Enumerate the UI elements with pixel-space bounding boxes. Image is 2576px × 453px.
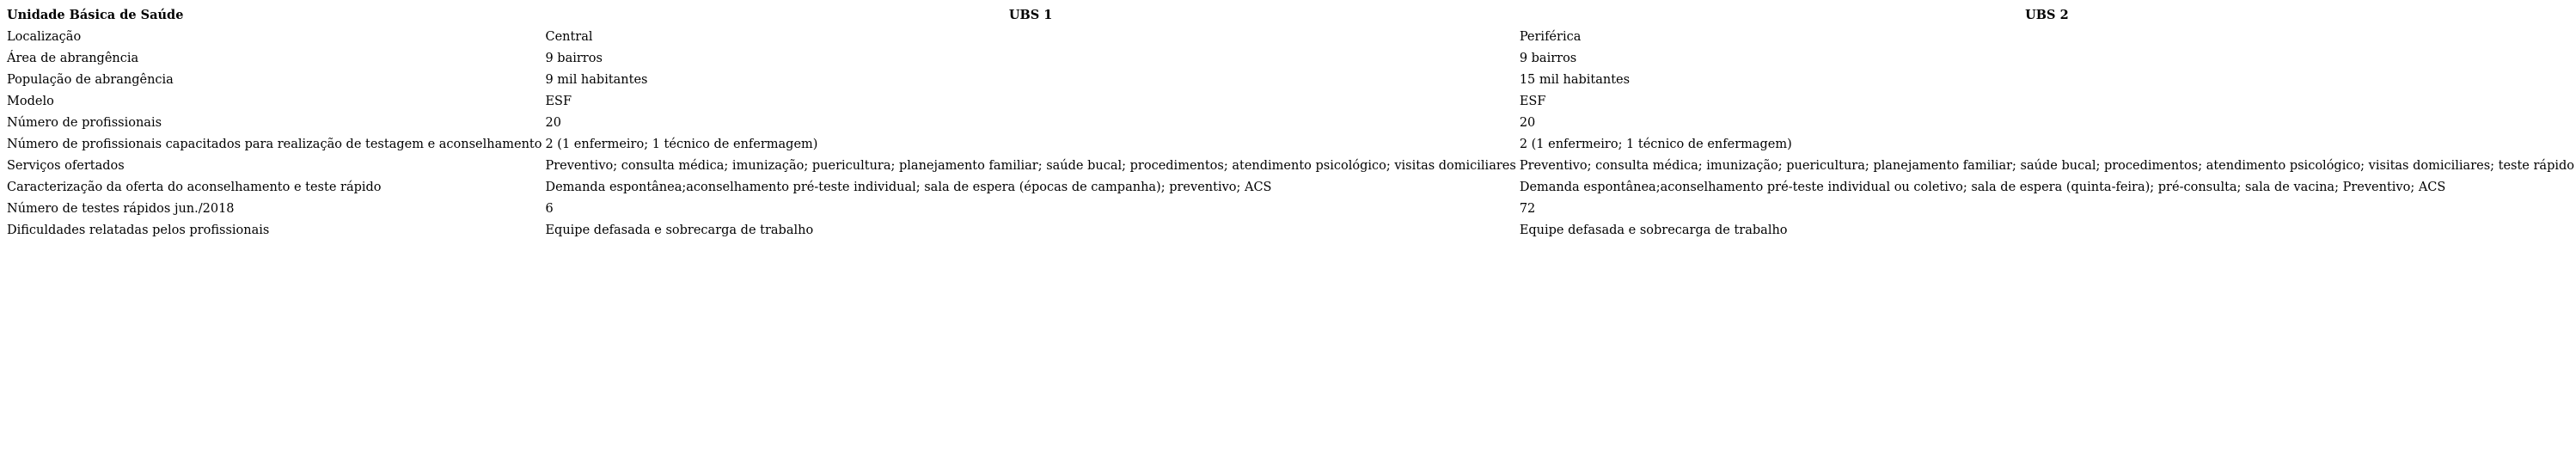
table-row <box>5 220 2576 242</box>
table-row <box>5 199 2576 220</box>
table-row <box>5 91 2576 113</box>
row-label: Localização <box>7 30 82 44</box>
header-ubs-2: UBS 2 <box>2025 8 2069 22</box>
row-label: Caracterização da oferta do aconselhamento e teste rápido <box>7 181 382 194</box>
table-row <box>5 113 2576 134</box>
table-row <box>5 70 2576 91</box>
table-header-row <box>5 5 2576 27</box>
ubs-1-cell: Central <box>545 30 593 44</box>
row-label: Número de testes rápidos jun./2018 <box>7 202 235 216</box>
row-label: Modelo <box>7 95 54 108</box>
header-ubs-1: UBS 1 <box>1008 8 1053 22</box>
row-label: População de abrangência <box>7 73 174 87</box>
row-label: Serviços ofertados <box>7 159 125 173</box>
table-row <box>5 27 2576 48</box>
table-row <box>5 177 2576 199</box>
ubs-2-cell: ESF <box>1519 95 1546 108</box>
row-label: Número de profissionais <box>7 116 162 130</box>
ubs-1-cell: 2 (1 enfermeiro; 1 técnico de enfermagem) <box>545 138 818 151</box>
ubs-2-cell: Demanda espontânea;aconselhamento pré-teste individual ou coletivo; sala de espera (quinta-feira); pré-consulta; sala de vacina; Preventivo; ACS <box>1519 181 2446 194</box>
ubs-2-cell: 9 bairros <box>1519 52 1577 65</box>
ubs-comparison-table <box>5 5 2576 242</box>
ubs-2-cell: 72 <box>1519 202 1536 216</box>
ubs-1-cell: 6 <box>545 202 554 216</box>
table-row <box>5 156 2576 177</box>
ubs-1-cell: Preventivo; consulta médica; imunização; puericultura; planejamento familiar; saúde bucal; procedimentos; atendimento psicológico; visitas domiciliares <box>545 159 1516 173</box>
row-label: Área de abrangência <box>7 52 139 65</box>
ubs-1-cell: Equipe defasada e sobrecarga de trabalho <box>545 223 814 237</box>
row-label: Número de profissionais capacitados para realização de testagem e aconselhamento <box>7 138 542 151</box>
table-row <box>5 48 2576 70</box>
ubs-1-cell: Demanda espontânea;aconselhamento pré-teste individual; sala de espera (épocas de campanha); preventivo; ACS <box>545 181 1272 194</box>
ubs-2-cell: 2 (1 enfermeiro; 1 técnico de enfermagem) <box>1519 138 1792 151</box>
ubs-2-cell: Equipe defasada e sobrecarga de trabalho <box>1519 223 1788 237</box>
header-unit-label: Unidade Básica de Saúde <box>7 8 184 22</box>
ubs-2-cell: Preventivo; consulta médica; imunização; puericultura; planejamento familiar; saúde bucal; procedimentos; atendimento psicológico; visitas domiciliares; teste rápido <box>1519 159 2575 173</box>
ubs-1-cell: 9 mil habitantes <box>545 73 648 87</box>
ubs-2-cell: Periférica <box>1519 30 1582 44</box>
table-row <box>5 134 2576 156</box>
ubs-2-cell: 20 <box>1519 116 1536 130</box>
ubs-1-cell: ESF <box>545 95 572 108</box>
ubs-2-cell: 15 mil habitantes <box>1519 73 1631 87</box>
ubs-1-cell: 20 <box>545 116 561 130</box>
ubs-1-cell: 9 bairros <box>545 52 603 65</box>
row-label: Dificuldades relatadas pelos profissionais <box>7 223 270 237</box>
